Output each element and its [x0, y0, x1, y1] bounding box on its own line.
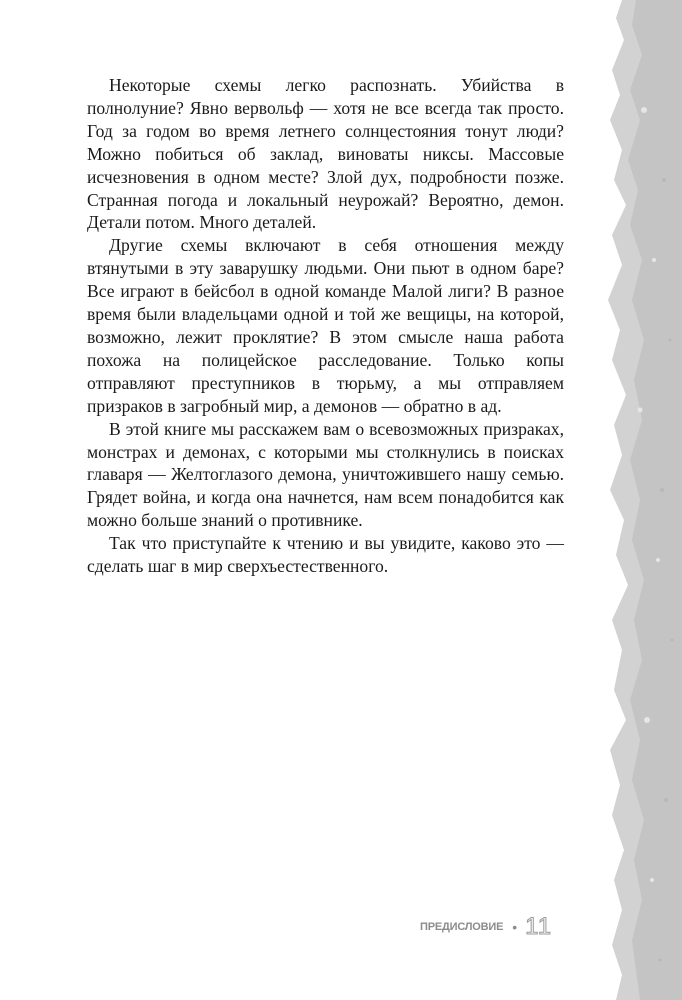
paragraph: Некоторые схемы легко распознать. Убийства в полнолуние? Явно вервольф — хотя не все всегда так просто. Год за годом во время летнего солнцестояния тонут люди? Можно побиться об заклад, виноваты никсы. Массовые исчезновения в одном месте? Злой дух, подробности позже. Странная погода и локальный неурожай? Вероятно, демон. Детали потом. Много деталей.	[87, 75, 564, 233]
page-number: 11	[525, 913, 553, 940]
separator-bullet: •	[512, 919, 518, 935]
section-title: ПРЕДИСЛОВИЕ	[420, 921, 504, 933]
page-footer	[420, 915, 552, 939]
paragraph: В этой книге мы расскажем вам о всевозможных призраках, монстрах и демонах, с которыми мы столкнулись в поисках главаря — Желтоглазого демона, уничтожившего нашу семью. Грядет война, и когда она начнется, нам всем понадобится как можно больше знаний о противнике.	[87, 418, 564, 531]
paragraph: Так что приступайте к чтению и вы увидите, каково это — сделать шаг в мир сверхъестественного.	[87, 533, 564, 577]
body-text	[87, 74, 564, 578]
torn-edge-decoration	[592, 0, 682, 1000]
paragraph: Другие схемы включают в себя отношения между втянутыми в эту заварушку людьми. Они пьют в одном баре? Все играют в бейсбол в одной команде Малой лиги? В разное время были владельцами одной и той же вещицы, на которой, возможно, лежит проклятие? В этом смысле наша работа похожа на полицейское расследование. Только копы отправляют преступников в тюрьму, а мы отправляем призраков в загробный мир, а демонов — обратно в ад.	[87, 235, 564, 416]
